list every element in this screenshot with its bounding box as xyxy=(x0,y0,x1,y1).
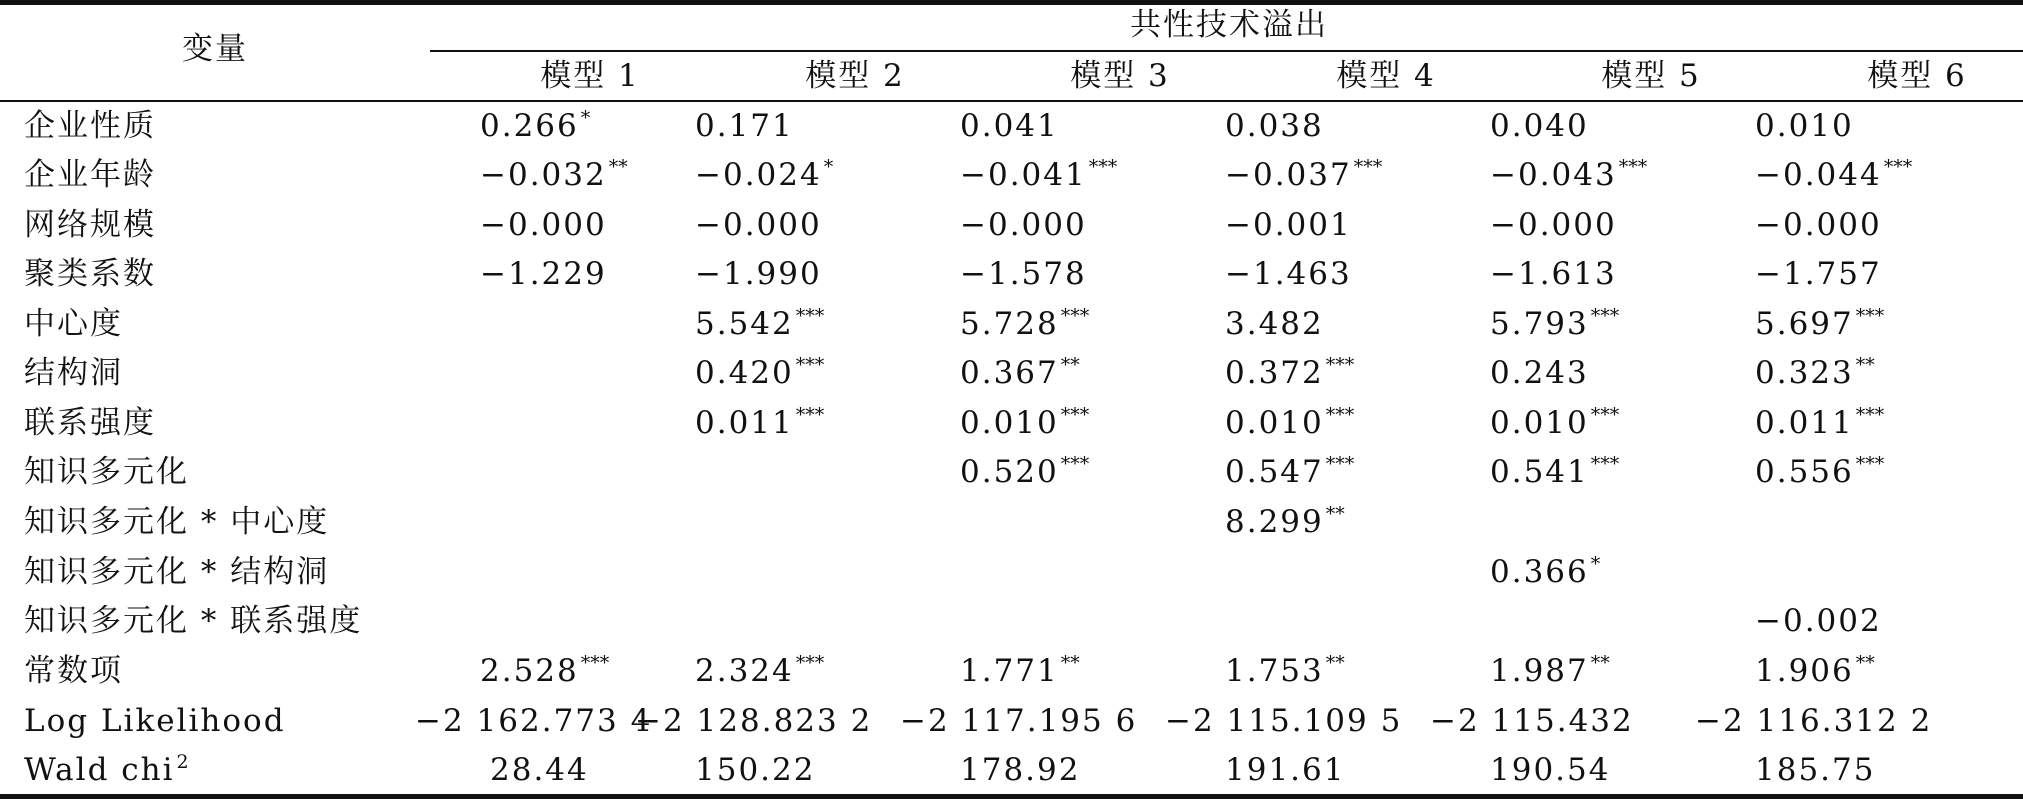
cell-value: 28.44 xyxy=(490,752,589,788)
table-cell xyxy=(1225,404,1354,442)
row-label-text: 知识多元化 * 中心度 xyxy=(24,504,330,540)
cell-value: −1.613 xyxy=(1490,256,1617,292)
group-rule xyxy=(430,50,2023,52)
table-cell xyxy=(1695,702,1932,740)
cell-value: 0.541 xyxy=(1490,454,1589,490)
cell-value: 191.61 xyxy=(1225,752,1346,788)
cell-value: 8.299 xyxy=(1225,504,1324,540)
cell-value: −2 162.773 4 xyxy=(415,703,653,739)
table-cell xyxy=(415,702,652,740)
table-cell xyxy=(1165,702,1402,740)
table-cell xyxy=(1490,404,1619,442)
row-label-text: Log Likelihood xyxy=(24,703,286,739)
row-label-text: 常数项 xyxy=(24,653,123,689)
row-label xyxy=(24,156,156,194)
cell-value: 0.011 xyxy=(1755,405,1854,441)
significance-stars: *** xyxy=(1855,453,1885,475)
cell-value: 5.697 xyxy=(1755,306,1854,342)
row-label-text: 知识多元化 * 联系强度 xyxy=(24,603,363,639)
significance-stars: * xyxy=(580,107,591,129)
model-header: 模型 4 xyxy=(1336,58,1436,94)
row-label xyxy=(24,652,123,690)
significance-stars: ** xyxy=(1325,503,1345,525)
cell-value: 1.771 xyxy=(960,653,1059,689)
cell-value: 3.482 xyxy=(1225,306,1324,342)
table-cell xyxy=(1755,354,1875,392)
table-cell xyxy=(960,305,1089,343)
table-cell xyxy=(1755,602,1882,640)
header-rule xyxy=(0,100,2023,102)
significance-stars: * xyxy=(1590,553,1601,575)
cell-value: 5.728 xyxy=(960,306,1059,342)
cell-value: −2 115.432 xyxy=(1430,703,1634,739)
cell-value: −1.463 xyxy=(1225,256,1352,292)
table-cell xyxy=(1225,305,1324,343)
cell-value: 0.266 xyxy=(480,108,579,144)
table-cell xyxy=(1490,305,1619,343)
table-cell xyxy=(1755,404,1884,442)
row-label xyxy=(24,404,156,442)
table-cell xyxy=(1755,652,1875,690)
cell-value: −0.000 xyxy=(1490,207,1617,243)
cell-value: −0.000 xyxy=(960,207,1087,243)
cell-value: 0.420 xyxy=(695,355,794,391)
significance-stars: *** xyxy=(1088,156,1118,178)
cell-value: 1.987 xyxy=(1490,653,1589,689)
table-cell xyxy=(1225,751,1345,789)
row-label-text: 网络规模 xyxy=(24,207,156,243)
table-cell xyxy=(1225,652,1345,690)
significance-stars: *** xyxy=(1590,453,1620,475)
table-cell xyxy=(1430,702,1634,740)
cell-value: −2 115.109 5 xyxy=(1165,703,1403,739)
model-header: 模型 5 xyxy=(1601,58,1701,94)
cell-value: −0.041 xyxy=(960,157,1087,193)
table-cell xyxy=(695,305,824,343)
cell-value: −1.990 xyxy=(695,256,822,292)
cell-value: 0.010 xyxy=(960,405,1059,441)
row-label-text: 知识多元化 xyxy=(24,454,189,490)
cell-value: 178.92 xyxy=(960,752,1081,788)
table-cell xyxy=(960,206,1087,244)
row-label xyxy=(24,553,329,591)
table-cell xyxy=(960,107,1059,145)
table-cell xyxy=(900,702,1137,740)
cell-value: 2.528 xyxy=(480,653,579,689)
row-label xyxy=(24,503,329,541)
significance-stars: ** xyxy=(1855,354,1875,376)
table-cell xyxy=(960,453,1089,491)
table-cell xyxy=(695,751,815,789)
row-label-text: 聚类系数 xyxy=(24,256,156,292)
cell-value: 0.243 xyxy=(1490,355,1589,391)
significance-stars: *** xyxy=(795,652,825,674)
cell-value: 5.793 xyxy=(1490,306,1589,342)
cell-value: −0.000 xyxy=(695,207,822,243)
cell-value: 1.753 xyxy=(1225,653,1324,689)
table-cell xyxy=(1490,206,1617,244)
row-label xyxy=(24,702,286,740)
cell-value: 0.040 xyxy=(1490,108,1589,144)
cell-value: 0.323 xyxy=(1755,355,1854,391)
significance-stars: *** xyxy=(795,305,825,327)
table-cell xyxy=(960,354,1080,392)
cell-value: −1.229 xyxy=(480,256,607,292)
table-cell xyxy=(1490,354,1589,392)
model-header: 模型 2 xyxy=(805,58,905,94)
table-cell xyxy=(480,156,628,194)
table-cell xyxy=(1755,255,1882,293)
model-header: 模型 3 xyxy=(1070,58,1170,94)
cell-value: −2 116.312 2 xyxy=(1695,703,1933,739)
row-label xyxy=(24,305,123,343)
significance-stars: *** xyxy=(1060,305,1090,327)
cell-value: −1.578 xyxy=(960,256,1087,292)
cell-value: 0.367 xyxy=(960,355,1059,391)
table-cell xyxy=(1490,156,1647,194)
significance-stars: *** xyxy=(1060,404,1090,426)
table-cell xyxy=(960,255,1087,293)
significance-stars: *** xyxy=(1325,453,1355,475)
table-cell xyxy=(1490,751,1610,789)
row-label xyxy=(24,751,189,789)
cell-value: 0.011 xyxy=(695,405,794,441)
cell-value: 0.520 xyxy=(960,454,1059,490)
cell-value: 5.542 xyxy=(695,306,794,342)
table-cell xyxy=(695,206,822,244)
row-label xyxy=(24,354,123,392)
cell-value: 0.041 xyxy=(960,108,1059,144)
significance-stars: *** xyxy=(1855,404,1885,426)
table-cell xyxy=(1225,503,1345,541)
row-label-text: 中心度 xyxy=(24,306,123,342)
table-cell xyxy=(1755,107,1854,145)
significance-stars: *** xyxy=(1883,156,1913,178)
row-label xyxy=(24,107,156,145)
cell-value: −0.001 xyxy=(1225,207,1352,243)
significance-stars: ** xyxy=(1060,354,1080,376)
table-cell xyxy=(480,206,607,244)
row-label-text: 企业性质 xyxy=(24,108,156,144)
significance-stars: ** xyxy=(1325,652,1345,674)
table-cell xyxy=(1490,553,1600,591)
cell-value: 0.010 xyxy=(1755,108,1854,144)
cell-value: −0.044 xyxy=(1755,157,1882,193)
row-label-text: 知识多元化 * 结构洞 xyxy=(24,554,330,590)
header-group: 共性技术溢出 xyxy=(1130,7,1328,43)
cell-value: −0.032 xyxy=(480,157,607,193)
significance-stars: ** xyxy=(1590,652,1610,674)
table-cell xyxy=(1490,453,1619,491)
cell-value: 185.75 xyxy=(1755,752,1876,788)
table-cell xyxy=(960,652,1080,690)
significance-stars: *** xyxy=(1325,404,1355,426)
model-header: 模型 1 xyxy=(540,58,640,94)
significance-stars: *** xyxy=(795,354,825,376)
table-cell xyxy=(960,751,1080,789)
significance-stars: ** xyxy=(1855,652,1875,674)
table-cell xyxy=(480,652,609,690)
table-cell xyxy=(695,156,833,194)
cell-value: −1.757 xyxy=(1755,256,1882,292)
table-cell xyxy=(1225,206,1352,244)
significance-stars: ** xyxy=(608,156,628,178)
table-cell xyxy=(1225,156,1382,194)
cell-value: −0.043 xyxy=(1490,157,1617,193)
row-label-text: Wald chi xyxy=(24,752,175,788)
table-cell xyxy=(1755,156,1912,194)
significance-stars: ** xyxy=(1060,652,1080,674)
row-label xyxy=(24,255,156,293)
significance-stars: *** xyxy=(1325,354,1355,376)
table-cell xyxy=(1225,453,1354,491)
table-cell xyxy=(695,107,794,145)
table-cell xyxy=(960,404,1089,442)
cell-value: 1.906 xyxy=(1755,653,1854,689)
table-cell xyxy=(1755,206,1882,244)
significance-stars: *** xyxy=(795,404,825,426)
cell-value: −0.000 xyxy=(480,207,607,243)
table-cell xyxy=(1490,255,1617,293)
header-variable: 变量 xyxy=(182,31,248,67)
cell-value: 0.010 xyxy=(1225,405,1324,441)
significance-stars: *** xyxy=(1855,305,1885,327)
bottom-rule xyxy=(0,794,2023,799)
table-cell xyxy=(960,156,1117,194)
significance-stars: *** xyxy=(1618,156,1648,178)
row-label-superscript: 2 xyxy=(176,751,189,773)
table-cell xyxy=(695,404,824,442)
cell-value: 0.547 xyxy=(1225,454,1324,490)
table-cell xyxy=(480,107,590,145)
cell-value: 0.010 xyxy=(1490,405,1589,441)
table-cell xyxy=(1225,354,1354,392)
significance-stars: *** xyxy=(580,652,610,674)
cell-value: 0.372 xyxy=(1225,355,1324,391)
table-cell xyxy=(1755,751,1875,789)
cell-value: 0.556 xyxy=(1755,454,1854,490)
top-rule xyxy=(0,0,2023,5)
cell-value: 2.324 xyxy=(695,653,794,689)
cell-value: 150.22 xyxy=(695,752,816,788)
row-label-text: 结构洞 xyxy=(24,355,123,391)
cell-value: −2 117.195 6 xyxy=(900,703,1138,739)
table-cell xyxy=(1490,652,1610,690)
cell-value: 190.54 xyxy=(1490,752,1611,788)
table-cell xyxy=(1225,107,1324,145)
table-cell xyxy=(695,255,822,293)
model-header: 模型 6 xyxy=(1867,58,1967,94)
table-cell xyxy=(635,702,872,740)
row-label xyxy=(24,453,189,491)
table-cell xyxy=(1490,107,1589,145)
cell-value: −0.037 xyxy=(1225,157,1352,193)
table-cell xyxy=(695,354,824,392)
table-cell xyxy=(1755,453,1884,491)
significance-stars: * xyxy=(823,156,834,178)
cell-value: 0.366 xyxy=(1490,554,1589,590)
cell-value: −0.002 xyxy=(1755,603,1882,639)
table-cell xyxy=(480,255,607,293)
significance-stars: *** xyxy=(1590,305,1620,327)
row-label-text: 联系强度 xyxy=(24,405,156,441)
significance-stars: *** xyxy=(1590,404,1620,426)
significance-stars: *** xyxy=(1353,156,1383,178)
cell-value: −2 128.823 2 xyxy=(635,703,873,739)
cell-value: −0.000 xyxy=(1755,207,1882,243)
cell-value: 0.038 xyxy=(1225,108,1324,144)
cell-value: 0.171 xyxy=(695,108,794,144)
table-cell xyxy=(1225,255,1352,293)
row-label-text: 企业年龄 xyxy=(24,157,156,193)
row-label xyxy=(24,206,156,244)
table-cell xyxy=(695,652,824,690)
cell-value: −0.024 xyxy=(695,157,822,193)
table-cell xyxy=(490,751,589,789)
table-cell xyxy=(1755,305,1884,343)
row-label xyxy=(24,602,362,640)
significance-stars: *** xyxy=(1060,453,1090,475)
